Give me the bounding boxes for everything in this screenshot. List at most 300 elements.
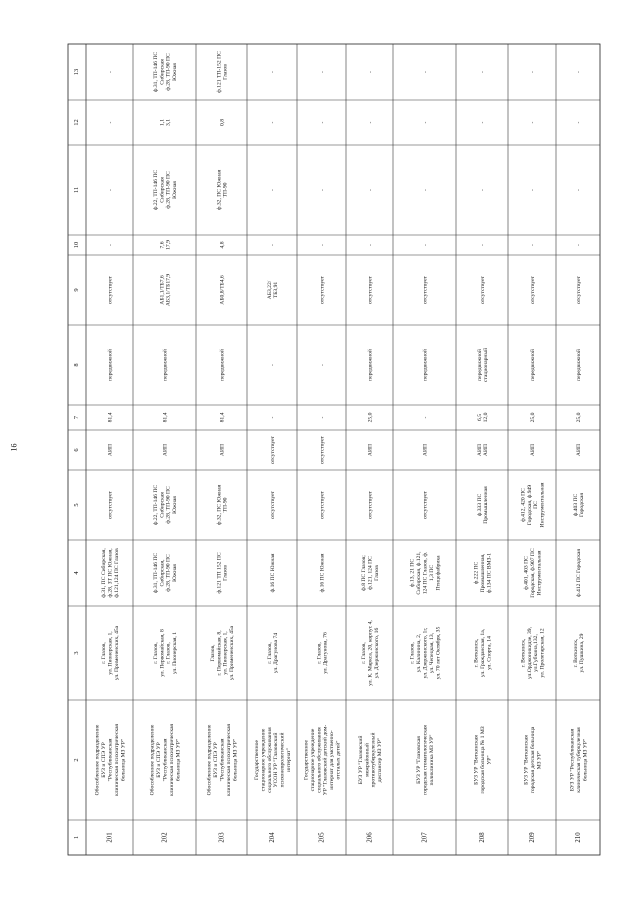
column-number: 8 [73, 363, 80, 367]
cell-text: клиническая психиатрическая [168, 723, 175, 797]
table-cell-feeders [152, 553, 178, 594]
cell-text: городская стоматологическая [422, 725, 429, 795]
cell-text: Промышленная, [480, 553, 486, 593]
cell-text: 81,4 [219, 412, 226, 423]
cell-text: ул. Драгунова 74 [273, 632, 280, 674]
cell-text: ул. 70 лет Октября, 35 [435, 626, 442, 680]
table-cell-mode [219, 349, 226, 381]
table-cell-mode [529, 349, 536, 381]
cell-text: поликлиника МЗ УР" [428, 734, 435, 786]
table-cell-address [153, 629, 178, 677]
table-cell-power [576, 412, 582, 422]
table-cell-c9 [480, 275, 486, 304]
cell-text: ул. Пионерская, 1, [222, 631, 229, 675]
cell-text: городская больница № 1 МЗ [480, 726, 486, 794]
cell-text: УР "Глазовский детский дом- [322, 724, 329, 796]
table-cell-address [474, 628, 493, 677]
table-cell-c10 [480, 244, 486, 246]
table-cell-c13 [108, 71, 114, 73]
table-cell-c9 [423, 275, 429, 304]
cell-text: Обособленное подразделение [149, 724, 156, 796]
cell-text: передвижной [530, 349, 536, 381]
cell-text: 204 [269, 832, 276, 843]
table-cell-mode [575, 349, 582, 381]
table-cell-type [270, 435, 276, 464]
cell-text: - [319, 71, 326, 73]
cell-text: ул. Пионерская, 1 [172, 631, 179, 675]
table-cell-reserve [368, 490, 374, 519]
column-number: 11 [73, 186, 80, 194]
table-cell-type [423, 444, 429, 456]
cell-text: ул.Орджоникидзе, 39, [526, 627, 533, 679]
cell-text: г. Глазов, [152, 642, 159, 664]
cell-text: ул. Дзержинского, 1г, [422, 627, 429, 679]
cell-text: - [367, 121, 374, 124]
table-cell-mode [476, 348, 489, 382]
cell-text: ф.22, ТП-146 ПС [152, 169, 159, 211]
cell-text: 202 [161, 832, 169, 843]
cell-text: ул. Калинина, 2, [416, 633, 423, 673]
cell-text: Государственное [303, 739, 310, 781]
cell-text: г. Глазов, [101, 642, 108, 664]
cell-text: ф.32, ПС Южная [216, 484, 223, 526]
page-number: 16 [9, 443, 19, 452]
cell-text: Промышленная [483, 486, 490, 524]
cell-text: социального обслуживания [266, 727, 273, 793]
cell-text: 210 [575, 832, 582, 843]
cell-text: Сибирская [159, 177, 166, 203]
cell-text: клиническая психиатрическая [113, 723, 120, 797]
cell-text: АИП [483, 443, 490, 457]
table-cell-c10 [320, 244, 326, 246]
cell-text: ПС [533, 501, 540, 509]
table-cell-num [422, 832, 429, 843]
table-cell-num [319, 832, 326, 843]
cell-text: ТП-90 [222, 182, 229, 198]
table-cell-c13 [530, 71, 536, 73]
table-cell-c10 [108, 244, 114, 246]
cell-text: передвижной [367, 349, 374, 381]
table-cell-name [94, 724, 127, 796]
table-cell-c9 [159, 274, 171, 306]
cell-text: ф.403 ПС [572, 493, 579, 517]
cell-text: - [107, 189, 114, 191]
cell-text: передвижной [107, 349, 114, 381]
cell-text: - [480, 71, 486, 73]
cell-text: - [319, 244, 326, 246]
table-cell-c12 [368, 121, 374, 123]
table-cell-c11 [270, 189, 276, 191]
cell-text: 124 ПС Глазов, ф. [422, 551, 429, 595]
cell-text: БУЗ УР "Воткинская [473, 735, 480, 785]
table-cell-address [316, 632, 328, 674]
cell-text: г. Глазов, [266, 642, 273, 664]
column-number: 3 [73, 651, 80, 655]
cell-text: ф.16 ПС Южная [270, 553, 276, 593]
cell-text: стационарное учреждение [309, 728, 316, 792]
cell-text: больница МЗ УР" [120, 738, 127, 782]
cell-text: ф.28, ЗТ ПС Южная, [107, 548, 114, 598]
cell-text: - [319, 189, 326, 191]
table-cell-address [210, 625, 235, 680]
cell-text: социального обслуживания [316, 727, 323, 793]
cell-text: Государственное [254, 739, 260, 781]
cell-text: отсутствует [576, 276, 582, 304]
cell-text: Инструментальная [536, 550, 543, 596]
cell-text: ф.28, ТП-90 ПС [165, 53, 172, 91]
table-cell-reserve [320, 490, 326, 519]
cell-text: больница МЗ УР" [582, 738, 589, 782]
cell-text: ул. Гражданская, 1а, [480, 628, 486, 678]
cell-text: Глазов [373, 565, 380, 581]
cell-text: ф.13, 21 ПС [409, 558, 416, 588]
table-cell-type [320, 435, 326, 464]
cell-text: - [422, 244, 429, 246]
table-cell-c10 [530, 244, 536, 246]
cell-text: - [576, 71, 582, 73]
column-number: 2 [73, 758, 80, 762]
table-cell-address [410, 627, 442, 680]
cell-text: клиническая психиатрическая [225, 723, 232, 797]
cell-text: клиническая туберкулезная [576, 727, 582, 793]
cell-text: УСОН УР "Глазовский [273, 732, 280, 788]
cell-text: ф.28, ТП-90 ПС [165, 171, 172, 209]
table-cell-address [101, 625, 120, 680]
table-cell-mode [367, 349, 374, 381]
cell-text: отсутствует [480, 276, 486, 304]
table-cell-name [357, 733, 383, 788]
cell-text: ф.31, ТП-146 ПС [152, 552, 159, 594]
cell-text: АИП [476, 443, 483, 457]
table-cell-c11 [480, 189, 486, 191]
cell-text: ТП-90 [222, 497, 229, 513]
table-cell-reserve [572, 493, 585, 517]
table-cell-c10 [368, 244, 374, 246]
column-number: 1 [73, 835, 80, 840]
cell-text: 25,0 [530, 412, 536, 423]
table-cell-c11 [108, 189, 114, 191]
cell-text: - [422, 189, 429, 191]
cell-text: Глазов [222, 64, 229, 80]
cell-text: 17,9 [165, 240, 172, 250]
cell-text: передвижной [422, 349, 429, 381]
cell-text: - [422, 121, 429, 124]
cell-text: ф.121, 124 ПС [367, 556, 374, 590]
cell-text: 25,0 [367, 412, 374, 423]
cell-text: ул. Первомайская, 8 [159, 629, 166, 677]
table-cell-num [107, 832, 114, 842]
cell-text: 208 [479, 832, 486, 843]
table-cell-c11 [530, 189, 536, 191]
cell-text: г. Первомайская, 8, [216, 630, 223, 676]
cell-text: Птицефабрика [435, 555, 442, 591]
cell-text: - [367, 189, 374, 191]
cell-text: - [480, 121, 486, 124]
cell-text: ул. К. Маркса, 20, корпус 4, [367, 620, 374, 686]
cell-text: отсутствует [319, 491, 326, 519]
table-cell-feeders [100, 548, 120, 598]
cell-text: - [367, 71, 374, 73]
table-cell-c9 [368, 275, 374, 304]
cell-text: г. Глазов, [409, 642, 416, 664]
cell-text: интернат" [286, 748, 292, 772]
table-cell-mode [270, 364, 276, 366]
table-cell-reserve [108, 490, 114, 519]
cell-text: - [270, 189, 276, 191]
column-number: 9 [73, 288, 80, 292]
cell-text: передвижной [162, 349, 169, 381]
cell-text: ф.8 ПС Глазов; [361, 555, 368, 591]
cell-text: "Республиканская [219, 738, 226, 782]
cell-text: УР" [486, 755, 493, 765]
cell-text: АИП [576, 443, 582, 457]
table-cell-num [479, 832, 486, 843]
table-cell-feeders [269, 553, 276, 592]
cell-text: Южная [172, 181, 179, 199]
cell-text: 203 [218, 832, 226, 843]
table-cell-c13 [152, 52, 178, 93]
cell-text: 1,3 ПС [428, 564, 435, 582]
table-cell-num [269, 832, 276, 843]
column-number: 10 [73, 241, 80, 249]
table-cell-c13 [270, 71, 276, 73]
cell-text: передвижной [476, 349, 483, 381]
cell-text: ф.31, ПС Сибирская, [101, 548, 108, 598]
table-cell-c13 [480, 71, 486, 73]
cell-text: ф.412 ПС Городская [576, 549, 582, 597]
cell-text: больница МЗ УР" [175, 738, 182, 782]
cell-text: ф.28, ТП-90 ПС [165, 486, 172, 524]
cell-text: ул. Дзержинского, 16 [373, 627, 380, 679]
cell-text: Обособленное подразделение [94, 724, 101, 796]
cell-text: ул. Примененских, 45а [229, 625, 236, 681]
cell-text: ф.121 ТП 152 ПС [216, 552, 223, 594]
cell-text: стационарный [483, 347, 490, 383]
cell-text: 81,4 [107, 412, 114, 423]
cell-text: 6,5 [476, 414, 483, 421]
table-cell-num [367, 832, 374, 843]
cell-text: - [367, 244, 374, 246]
table-cell-c13 [576, 71, 582, 73]
cell-text: межрайонный [364, 743, 371, 777]
cell-text: "Республиканская [107, 738, 114, 782]
cell-text: АИП [530, 443, 536, 457]
cell-text: ф.22, ТП-146 ПС [152, 484, 159, 526]
table-cell-type [477, 444, 489, 456]
column-number: 6 [73, 448, 80, 452]
cell-text: передвижной [576, 349, 582, 381]
cell-text: ул. Примененских, 45а [113, 625, 120, 681]
table-cell-c10 [270, 244, 276, 246]
table-cell-mode [162, 349, 169, 381]
cell-text: ф.121 ТП-152 ПС [216, 51, 223, 93]
table-cell-c13 [368, 71, 374, 73]
table-cell-address [361, 620, 380, 686]
table-cell-power [530, 412, 536, 422]
cell-text: г. Глазов, [361, 642, 368, 664]
cell-text: Городская, ф.907 ПС [530, 548, 536, 598]
cell-text: - [107, 244, 114, 246]
table-cell-feeders [409, 551, 442, 595]
cell-text: - [422, 71, 429, 73]
cell-text: противотуберкулезный [370, 732, 377, 788]
cell-text: ул. Спорта, 14 [486, 636, 493, 670]
table-cell-c12 [270, 121, 276, 123]
cell-text: психоневрологический [279, 732, 286, 788]
cell-text: отсутствует [367, 276, 374, 304]
table-cell-c13 [423, 71, 429, 73]
table-cell-reserve [215, 484, 228, 525]
table-cell-type [163, 444, 169, 456]
cell-text: отсутствует [422, 276, 429, 304]
cell-text: передвижной [219, 349, 226, 381]
table-cell-type [368, 444, 374, 456]
cell-text: ф.16 ПС Южная [319, 553, 326, 593]
cell-text: стационарное учреждение [260, 728, 267, 792]
cell-text: Глазов [222, 565, 229, 581]
cell-text: - [530, 121, 536, 124]
table-cell-num [575, 832, 582, 843]
table-cell-reserve [152, 485, 178, 526]
cell-text: БУЗ и СПЭ УР [213, 742, 220, 778]
cell-text: Сибирская, [159, 559, 166, 587]
cell-text: 0,8 [219, 119, 226, 126]
cell-text: АБ0,8/ТБ4,6 [219, 275, 226, 305]
table-cell-power [163, 412, 169, 422]
cell-text: - [107, 71, 114, 73]
table-cell-power [320, 416, 326, 418]
table-cell-name [149, 724, 182, 796]
cell-text: ул. Пионерская, 1, [107, 631, 114, 675]
table-cell-name [416, 725, 435, 795]
table-cell-address [267, 633, 279, 673]
table-cell-name [524, 726, 543, 793]
cell-text: - [576, 121, 582, 124]
table-cell-c12 [320, 121, 326, 123]
table-cell-c10 [576, 244, 582, 246]
table-cell-c11 [215, 169, 228, 210]
cell-text: - [422, 416, 429, 419]
cell-text: диспансер МЗ УР" [377, 737, 384, 783]
table-cell-c12 [576, 121, 582, 123]
table-cell-power [220, 412, 226, 422]
table-cell-name [569, 727, 589, 793]
cell-text: 1,1 [159, 119, 166, 126]
cell-text: Глазов, [209, 644, 216, 662]
table-cell-reserve [519, 482, 545, 527]
cell-text: - [319, 416, 326, 419]
cell-text: - [270, 416, 276, 419]
cell-text: АИП [107, 443, 114, 457]
cell-text: - [319, 121, 326, 124]
cell-text: 81,4 [162, 412, 169, 423]
table-cell-name [206, 724, 239, 796]
cell-text: отсутствует [270, 491, 276, 519]
table-cell-mode [320, 364, 326, 366]
table-cell-power [368, 412, 374, 422]
cell-text: АИП [162, 443, 169, 457]
table-cell-type [530, 444, 536, 456]
cell-text: БУЗ и СПЭ УР [156, 742, 163, 778]
cell-text: - [576, 189, 582, 191]
cell-text: Южная [172, 564, 179, 582]
cell-text: 3,1 [165, 119, 172, 126]
table-cell-num [162, 832, 169, 843]
cell-text: интернат для умственно- [329, 730, 336, 790]
cell-text: отсутствует [530, 276, 536, 304]
cell-text: отсутствует [319, 276, 326, 304]
cell-text: АБ3,22/ [266, 280, 273, 300]
table-cell-c9 [220, 275, 226, 305]
cell-text: отсутствует [319, 436, 326, 464]
cell-text: отсутствует [107, 491, 114, 519]
cell-text: отсталых детей" [335, 740, 342, 780]
cell-text: АБ1,1/ТБ7,6 [159, 275, 166, 305]
cell-text: "Республиканская [162, 738, 169, 782]
table-cell-feeders [215, 552, 228, 593]
column-number: 4 [73, 571, 80, 575]
table-cell-power [108, 412, 114, 422]
cell-text: г. Глазов, [316, 642, 323, 664]
cell-text: ул. Пролетарская, 12 [539, 628, 546, 678]
table-cell-feeders [360, 555, 380, 591]
table-cell-c9 [320, 275, 326, 304]
cell-text: 7,6 [159, 241, 166, 249]
cell-text: больница МЗ УР" [232, 738, 239, 782]
table-cell-type [576, 444, 582, 456]
table-cell-name [474, 726, 493, 793]
cell-text: 206 [366, 832, 374, 843]
cell-text: ф.401, 403 ПС [523, 556, 530, 590]
cell-text: АИП [219, 443, 226, 457]
cell-text: - [319, 364, 326, 366]
table-cell-c11 [152, 170, 178, 211]
cell-text: Городская, ф.949 [526, 484, 533, 526]
table-cell-c11 [368, 189, 374, 191]
cell-text: отсутствует [107, 276, 114, 304]
cell-text: ф.222 ПС [473, 561, 480, 585]
table-cell-mode [422, 349, 429, 381]
table-cell-feeders [473, 553, 493, 593]
cell-text: 209 [529, 832, 536, 843]
cell-text: отсутствует [367, 491, 374, 519]
cell-text: - [530, 189, 536, 191]
table-cell-c12 [423, 121, 429, 123]
cell-text: г. Воткинск, [473, 638, 480, 668]
table-cell-name [304, 725, 342, 796]
table-cell-name [254, 727, 292, 793]
table-cell-power [270, 416, 276, 418]
cell-text: - [270, 71, 276, 73]
cell-text: АБ3,1/ТБ17,9 [165, 273, 172, 307]
cell-text: ул.Губкина,132, [533, 634, 540, 672]
cell-text: БУЗ УР "Республиканская [569, 728, 576, 792]
cell-text: - [530, 71, 536, 73]
cell-text: - [270, 121, 276, 124]
table-cell-mode [107, 349, 114, 381]
table-cell-c11 [320, 189, 326, 191]
table-cell-c12 [480, 121, 486, 123]
table-cell-power [477, 412, 489, 422]
cell-text: Городская [579, 493, 586, 517]
cell-text: городская детская больница [530, 726, 536, 794]
table-cell-feeders [319, 553, 326, 592]
cell-text: - [270, 244, 276, 246]
cell-text: Сибирская [159, 492, 166, 518]
column-number: 13 [73, 68, 80, 76]
cell-text: Сибирская, ф.121, [416, 551, 423, 595]
cell-text: БУЗ УР "Воткинская [523, 735, 530, 785]
